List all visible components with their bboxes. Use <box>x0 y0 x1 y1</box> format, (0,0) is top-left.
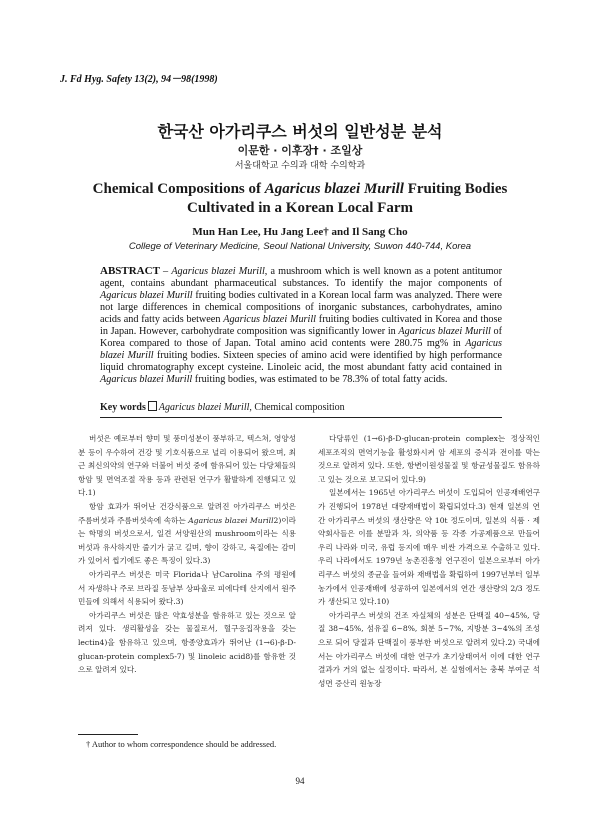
keywords-rest: , Chemical composition <box>249 402 345 413</box>
keywords-species: Agaricus blazei Murill <box>158 402 250 413</box>
abstract-text-4: of Korea compared to those of Japan. Total amino acid contents were 280.75 mg% in <box>100 326 502 349</box>
body-paragraph: 다당류인 (1→6)-β-D-glucan-protein complex는 정상적인 세포조직의 면역기능을 활성화시켜 암 세포의 증식과 전이를 막는 것으로 알려져 있다. 또한, 항변이원성물질 및 항균성물질도 함유하고 있는 것으로 보고되어 있다.9) <box>318 434 540 484</box>
title-part-1: Chemical Compositions of <box>92 181 265 197</box>
page-number: 94 <box>295 776 305 786</box>
keywords-label: Key words <box>100 402 146 413</box>
body-species: Agaricus blazei Murill <box>188 515 274 525</box>
journal-citation: J. Fd Hyg. Safety 13(2), 94－98(1998) <box>60 74 218 85</box>
body-paragraph: 아가리쿠스 버섯은 미국 Florida나 남Carolina 주의 평원에서 자생하나 주로 브라질 동남부 상파울로 피에다테 산지에서 원주민들에 의해서 식용되어 왔다.3) <box>78 569 296 607</box>
footnote: † Author to whom correspondence should be addressed. <box>86 739 277 749</box>
korean-title: 한국산 아가리쿠스 버섯의 일반성분 분석 <box>157 122 443 141</box>
body-column-left <box>78 432 296 677</box>
abstract-species-6: Agaricus blazei Murill <box>100 374 193 385</box>
body-paragraph <box>78 500 296 568</box>
body-paragraph: 버섯은 예로부터 향미 및 풍미성분이 풍부하고, 텍스쳐, 영양성분 등이 우수하여 건강 및 기호식품으로 널리 이용되어 왔으며, 최근 최신의약의 연구와 더불어 버섯 중에 함유되어 있는 다당체들의 항암 및 면역조절 작용 등과 관련된 연구가 활발하게 진행되고 있다.1) <box>78 434 296 498</box>
abstract-text-6: fruiting bodies, was estimated to be 78.3% of total fatty acids. <box>192 374 448 385</box>
keywords <box>100 401 345 413</box>
abstract-species-2: Agaricus blazei Murill <box>100 290 193 301</box>
abstract-dash: – <box>159 266 172 277</box>
english-title <box>90 180 510 218</box>
body-text: 항암 효과가 뛰어난 건강식품으로 알려진 아가리쿠스 버섯은 주름버섯과 주름버섯속에 속하는 <box>78 501 296 525</box>
english-authors: Mun Han Lee, Hu Jang Lee† and Il Sang Cho <box>192 226 408 238</box>
abstract-text-3: fruiting bodies cultivated in Korea and those in Japan. However, carbohydrate composition was significantly lower in <box>100 314 502 337</box>
body-text: 2)이라는 학명의 버섯으로서, 일견 서양원산의 mushroom이라는 식용버섯과 유사하지만 줄기가 굵고 길며, 향이 강하고, 육질에는 감미가 있어서 씹기에도 좋은 특징이 있다.3) <box>78 515 296 566</box>
english-affiliation: College of Veterinary Medicine, Seoul National University, Suwon 440-744, Korea <box>128 241 472 252</box>
body-column-right <box>318 432 540 690</box>
abstract <box>100 265 502 386</box>
abstract-species-5: Agaricus blazei Murill <box>100 338 502 361</box>
abstract-text-5: fruiting bodies. Sixteen species of amino acid were identified by high performance liquid chromatography except cysteine. Linoleic acid, the most abundant fatty acid contained in <box>100 350 502 373</box>
footnote-divider <box>78 734 138 735</box>
checkbox-icon <box>148 401 157 411</box>
abstract-label: ABSTRACT <box>100 265 160 277</box>
korean-affiliation: 서울대학교 수의과 대학 수의학과 <box>234 161 366 171</box>
abstract-species-4: Agaricus blazei Murill <box>398 326 491 337</box>
title-part-2: Fruiting Bodies Cultivated in a Korean Local Farm <box>187 181 508 216</box>
body-paragraph: 아가리쿠스 버섯의 건조 자실체의 성분은 단백질 40~45%, 당질 38~45%, 섬유질 6~8%, 회분 5~7%, 지방분 3~4%의 조성으로 되어 당질과 단백질이 풍부한 버섯으로 알려져 있다.2) 국내에서는 아가리쿠스 버섯에 대한 연구가 초기상태여서 이에 대한 연구결과가 거의 없는 실정이다. 따라서, 본 실험에서는 충북 부여군 석성면 증산리 원농장 <box>318 610 540 688</box>
keywords-divider <box>100 417 502 418</box>
title-species: Agaricus blazei Murill <box>264 181 404 197</box>
body-paragraph: 아가리쿠스 버섯은 많은 약효성분을 함유하고 있는 것으로 알려져 있다. 생리활성을 갖는 물질로서, 혈구응집작용을 갖는 lectin4)을 함유하고 있으며, 항종양효과가 뛰어난 (1→6)-β-D-glucan-protein complex5-7) 및 linoleic acid8)를 함유한 것으로 알려져 있다. <box>78 610 296 675</box>
abstract-text-1: , a mushroom which is well known as a potent antitumor agent, contains abundant pharmaceutical substances. To identify the major components of <box>100 266 503 289</box>
abstract-text-2: fruiting bodies cultivated in a Korean local farm was analyzed. There were not large differences in chemical compositions of inorganic substances, carbohydrates, amino acids and fatty acids between <box>100 290 503 325</box>
abstract-species-1: Agaricus blazei Murill <box>171 266 265 277</box>
body-paragraph: 일본에서는 1965년 아가리쿠스 버섯이 도입되어 인공재배연구가 진행되어 1978년 대량재배법이 확립되었다.3) 현재 일본의 연간 아가리쿠스 버섯의 생산량은 약 10t 정도이며, 일본의 식품 · 제약회사들은 이를 분말과 차, 의약품 등 각종 가공제품으로 만들어 우리 나라와 미국, 유럽 등지에 매우 비싼 가격으로 수출하고 있다. 우리 나라에서도 1979년 농촌진흥청 연구진이 일본으로부터 아가리쿠스 버섯의 종균을 들여와 재배법을 확립하여 1997년부터 일부농가에서 인공재배에 성공하여 일본에서의 연간 생산량의 2/3 정도가 생산되고 있다.10) <box>318 488 540 607</box>
abstract-species-3: Agaricus blazei Murill <box>223 314 316 325</box>
korean-authors: 이문한 · 이후장† · 조일상 <box>237 144 363 157</box>
